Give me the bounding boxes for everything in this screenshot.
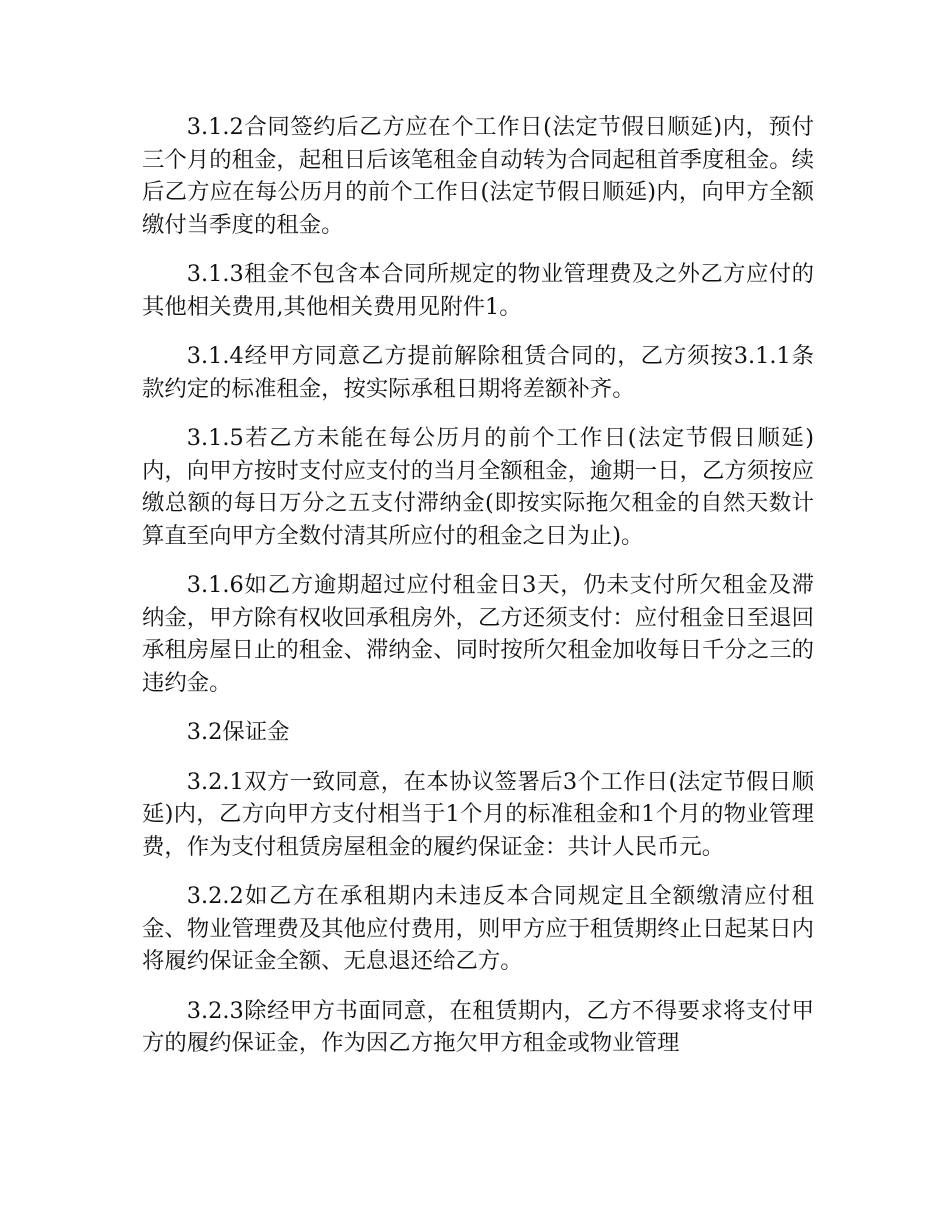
- clause-3-2-3: 3.2.3除经甲方书面同意，在租赁期内，乙方不得要求将支付甲方的履约保证金，作为因乙方拖欠甲方租金或物业管理: [142, 997, 814, 1056]
- document-page: [142, 111, 814, 1077]
- clause-3-1-6: 3.1.6如乙方逾期超过应付租金日3天，仍未支付所欠租金及滞纳金，甲方除有权收回承租房外，乙方还须支付：应付租金日至退回承租房屋日止的租金、滞纳金、同时按所欠租金加收每日千分之三的违约金。: [142, 572, 814, 696]
- section-heading-3-2: 3.2保证金: [186, 719, 290, 745]
- clause-3-1-2: 3.1.2合同签约后乙方应在个工作日(法定节假日顺延)内，预付三个月的租金，起租日后该笔租金自动转为合同起租首季度租金。续后乙方应在每公历月的前个工作日(法定节假日顺延)内，向甲方全额缴付当季度的租金。: [142, 114, 814, 238]
- clause-3-1-4: 3.1.4经甲方同意乙方提前解除租赁合同的，乙方须按3.1.1条款约定的标准租金，按实际承租日期将差额补齐。: [142, 343, 814, 402]
- clause-3-1-5: 3.1.5若乙方未能在每公历月的前个工作日(法定节假日顺延)内，向甲方按时支付应支付的当月全额租金，逾期一日，乙方须按应缴总额的每日万分之五支付滞纳金(即按实际拖欠租金的自然天数计算直至向甲方全数付清其所应付的租金之日为止)。: [142, 425, 814, 549]
- clause-3-1-3: 3.1.3租金不包含本合同所规定的物业管理费及之外乙方应付的其他相关费用,其他相关费用见附件1。: [142, 261, 814, 320]
- clause-3-2-1: 3.2.1双方一致同意，在本协议签署后3个工作日(法定节假日顺延)内，乙方向甲方支付相当于1个月的标准租金和1个月的物业管理费，作为支付租赁房屋租金的履约保证金：共计人民币元。: [142, 768, 814, 860]
- clause-3-2-2: 3.2.2如乙方在承租期内未违反本合同规定且全额缴清应付租金、物业管理费及其他应付费用，则甲方应于租赁期终止日起某日内将履约保证金全额、无息退还给乙方。: [142, 883, 814, 974]
